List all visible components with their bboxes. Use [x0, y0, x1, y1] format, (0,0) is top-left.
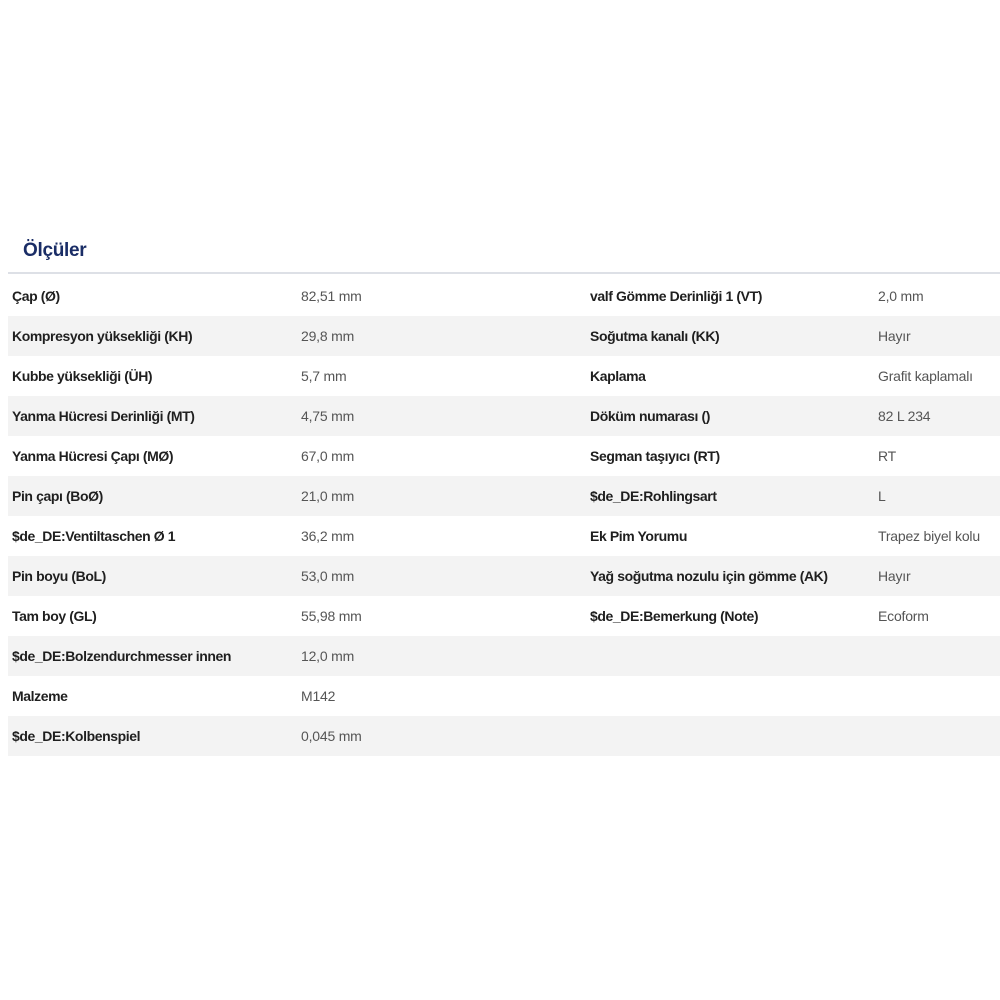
spec-label: Kubbe yüksekliği (ÜH)	[12, 368, 153, 384]
spec-value: 82,51 mm	[301, 288, 362, 304]
table-row	[8, 276, 1000, 316]
spec-value: Trapez biyel kolu	[878, 528, 980, 544]
spec-value	[878, 636, 1000, 676]
section-title: Ölçüler	[23, 240, 87, 261]
table-row	[8, 476, 1000, 516]
spec-value: 29,8 mm	[301, 328, 355, 344]
spec-value: 55,98 mm	[301, 608, 362, 624]
spec-value: 82 L 234	[878, 408, 931, 424]
spec-value: 53,0 mm	[301, 568, 355, 584]
spec-value: 2,0 mm	[878, 288, 924, 304]
spec-value: 4,75 mm	[301, 408, 355, 424]
spec-value: Hayır	[878, 328, 911, 344]
spec-value: RT	[878, 448, 897, 464]
spec-label: Pin çapı (BoØ)	[12, 488, 103, 504]
spec-label: Soğutma kanalı (KK)	[590, 328, 720, 344]
table-row	[8, 596, 1000, 636]
spec-label	[590, 716, 874, 756]
table-row	[8, 676, 1000, 716]
table-row	[8, 316, 1000, 356]
spec-label: $de_DE:Bolzendurchmesser innen	[12, 648, 232, 664]
spec-label: Yağ soğutma nozulu için gömme (AK)	[590, 568, 828, 584]
spec-label: $de_DE:Ventiltaschen Ø 1	[12, 528, 176, 544]
spec-label: Malzeme	[12, 688, 68, 704]
spec-value: 12,0 mm	[301, 648, 355, 664]
spec-value: 21,0 mm	[301, 488, 355, 504]
spec-label: Ek Pim Yorumu	[590, 528, 687, 544]
table-row	[8, 356, 1000, 396]
table-row	[8, 396, 1000, 436]
spec-value: 5,7 mm	[301, 368, 347, 384]
spec-label	[590, 636, 874, 676]
spec-value: M142	[301, 688, 336, 704]
spec-label: Pin boyu (BoL)	[12, 568, 106, 584]
table-row	[8, 556, 1000, 596]
spec-label: $de_DE:Kolbenspiel	[12, 728, 141, 744]
spec-value: 0,045 mm	[301, 728, 362, 744]
spec-value: 67,0 mm	[301, 448, 355, 464]
section-header	[8, 234, 1000, 274]
spec-label: Yanma Hücresi Derinliği (MT)	[12, 408, 195, 424]
spec-value: Hayır	[878, 568, 911, 584]
spec-label: Segman taşıyıcı (RT)	[590, 448, 720, 464]
spec-label: $de_DE:Bemerkung (Note)	[590, 608, 759, 624]
spec-label: Tam boy (GL)	[12, 608, 97, 624]
spec-label: valf Gömme Derinliği 1 (VT)	[590, 288, 763, 304]
spec-value: Grafit kaplamalı	[878, 368, 973, 384]
spec-label: Yanma Hücresi Çapı (MØ)	[12, 448, 174, 464]
spec-label: Kaplama	[590, 368, 646, 384]
spec-label: Çap (Ø)	[12, 288, 60, 304]
table-row	[8, 636, 1000, 676]
spec-value: Ecoform	[878, 608, 929, 624]
spec-label: $de_DE:Rohlingsart	[590, 488, 717, 504]
spec-label: Döküm numarası ()	[590, 408, 710, 424]
specifications-table	[8, 276, 1000, 756]
spec-value	[878, 676, 1000, 716]
spec-label: Kompresyon yüksekliği (KH)	[12, 328, 193, 344]
spec-value: 36,2 mm	[301, 528, 355, 544]
spec-label	[590, 676, 874, 716]
table-row	[8, 716, 1000, 756]
table-row	[8, 516, 1000, 556]
spec-value	[878, 716, 1000, 756]
table-row	[8, 436, 1000, 476]
spec-value: L	[878, 488, 886, 504]
